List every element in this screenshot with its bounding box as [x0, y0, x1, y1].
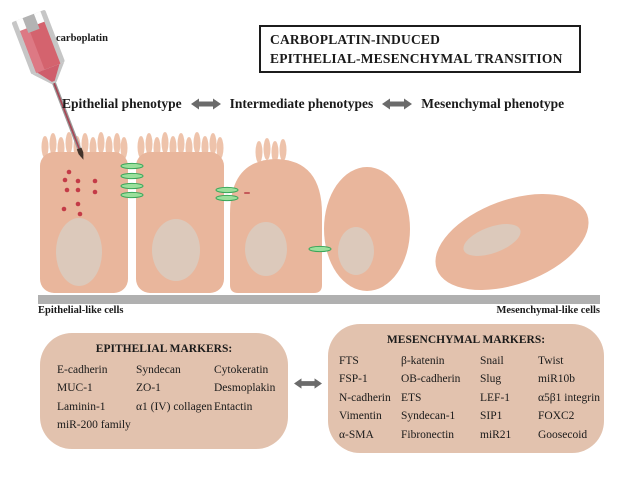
marker-item: Goosecoid [538, 428, 588, 441]
marker-item: α-SMA [339, 428, 374, 441]
marker-item: Twist [538, 355, 564, 367]
nucleus [152, 219, 200, 281]
marker-column [57, 361, 136, 435]
marker-item: α1 (IV) collagen [136, 400, 213, 413]
junction-icon [216, 187, 238, 192]
nucleus [56, 218, 102, 286]
marker-column [538, 352, 600, 444]
double-arrow-icon [191, 98, 221, 110]
marker-item: Snail [480, 355, 504, 367]
junction-icon [216, 195, 238, 200]
substrate-bar [38, 295, 600, 304]
double-arrow-icon [294, 377, 322, 390]
figure-title-box [259, 25, 581, 73]
marker-item: miR21 [480, 428, 512, 441]
marker-item: FOXC2 [538, 410, 575, 423]
epithelial-markers-list [40, 361, 288, 435]
intermediate-cell-4 [324, 167, 410, 291]
mesenchymal-markers-title: MESENCHYMAL MARKERS: [386, 334, 546, 346]
marker-item: Cytokeratin [214, 364, 269, 376]
marker-column [214, 361, 275, 435]
marker-column [401, 352, 480, 444]
epithelial-markers-title: EPITHELIAL MARKERS: [95, 343, 233, 355]
marker-item: β-katenin [401, 355, 445, 367]
marker-item: ZO-1 [136, 382, 161, 395]
title-line-2: EPITHELIAL-MESENCHYMAL TRANSITION [270, 51, 563, 67]
marker-item: FSP-1 [339, 373, 368, 386]
marker-item: Laminin-1 [57, 400, 106, 413]
epithelial-markers-box [40, 333, 288, 449]
nucleus [245, 222, 287, 276]
nucleus [338, 227, 374, 275]
marker-item: Fibronectin [401, 428, 455, 441]
junction-icon [121, 163, 143, 168]
carboplatin-label: carboplatin [56, 33, 108, 44]
mesenchymal-like-cells-label: Mesenchymal-like cells [496, 305, 600, 316]
marker-item: miR-200 family [57, 419, 131, 432]
junction-icon [309, 246, 331, 251]
title-line-1: CARBOPLATIN-INDUCED [270, 32, 441, 47]
junction-icon [121, 173, 143, 178]
mesenchymal-markers-list [328, 352, 604, 444]
marker-column [339, 352, 401, 444]
marker-item: OB-cadherin [401, 373, 461, 386]
marker-item: SIP1 [480, 410, 503, 423]
marker-item: α5β1 integrin [538, 391, 601, 404]
double-arrow-icon [382, 98, 412, 110]
marker-item: Desmoplakin [214, 382, 276, 395]
intermediate-phenotypes-label: Intermediate phenotypes [229, 96, 374, 111]
epithelial-like-cells-label: Epithelial-like cells [38, 305, 124, 316]
marker-item: ETS [401, 391, 422, 404]
junction-icon [121, 183, 143, 188]
epithelial-phenotype-label: Epithelial phenotype [62, 96, 182, 111]
marker-column [136, 361, 214, 435]
junction-icon [121, 192, 143, 197]
markers-double-arrow [294, 377, 322, 390]
marker-item: Vimentin [339, 410, 382, 423]
marker-item: Syndecan-1 [401, 410, 456, 423]
mesenchymal-phenotype-label: Mesenchymal phenotype [421, 96, 565, 111]
microvilli-cell3 [256, 138, 287, 163]
marker-item: miR10b [538, 373, 576, 386]
marker-item: Entactin [214, 400, 253, 413]
marker-item: Syndecan [136, 364, 181, 376]
mesenchymal-markers-box [328, 324, 604, 453]
phenotype-row [62, 96, 564, 112]
marker-item: LEF-1 [480, 391, 511, 404]
marker-item: N-cadherin [339, 391, 391, 404]
marker-item: MUC-1 [57, 382, 93, 395]
marker-item: FTS [339, 355, 359, 367]
marker-item: Slug [480, 373, 502, 386]
red-dash [244, 192, 250, 194]
marker-column [480, 352, 538, 444]
marker-item: E-cadherin [57, 364, 108, 376]
